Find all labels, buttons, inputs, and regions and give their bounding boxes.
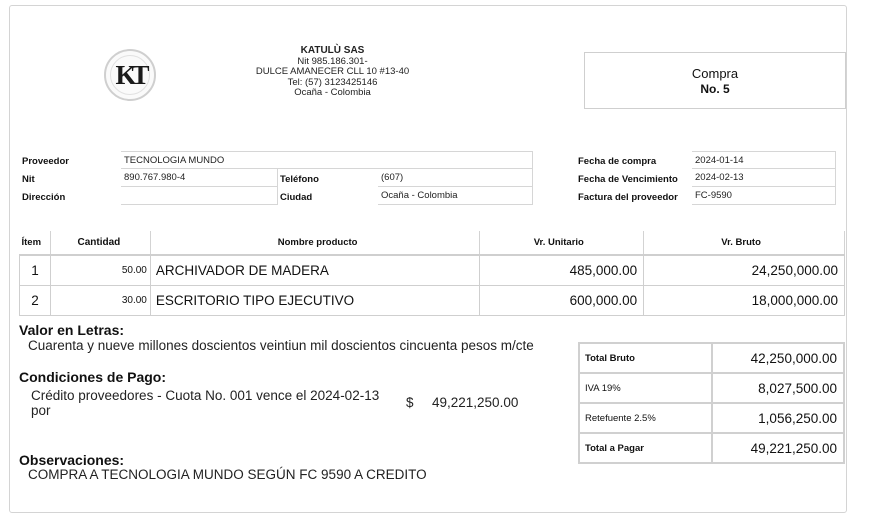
observaciones-text: COMPRA A TECNOLOGIA MUNDO SEGÚN FC 9590 A CREDITO (28, 467, 427, 482)
company-nit: Nit 985.186.301- (297, 55, 368, 67)
document-type: Compra (691, 66, 739, 81)
condiciones-label: Condiciones de Pago: (19, 369, 167, 385)
company-phone: Tel: (57) 3123425146 (287, 76, 378, 88)
row-nombre: ESCRITORIO TIPO EJECUTIVO (150, 285, 480, 315)
observaciones-label: Observaciones: (19, 452, 125, 468)
totals-row (579, 373, 844, 403)
company-logo (104, 49, 156, 101)
total-pagar-value: 49,221,250.00 (712, 433, 844, 463)
telefono-value: (607) (378, 169, 533, 187)
retefuente-label: Retefuente 2.5% (579, 403, 712, 433)
proveedor-value: TECNOLOGIA MUNDO (121, 151, 533, 169)
factura-value: FC-9590 (692, 187, 836, 205)
table-row (20, 255, 845, 285)
header-unitario: Vr. Unitario (480, 231, 644, 255)
retefuente-value: 1,056,250.00 (712, 403, 844, 433)
table-row (20, 285, 845, 315)
factura-label: Factura del proveedor (578, 192, 678, 203)
row-cantidad: 30.00 (50, 285, 150, 315)
fecha-vencimiento-label: Fecha de Vencimiento (578, 174, 678, 185)
totals-row (579, 433, 844, 463)
totals-table (578, 342, 845, 464)
document-number: No. 5 (700, 82, 730, 96)
row-cantidad: 50.00 (50, 255, 150, 285)
logo-monogram: KT (115, 60, 145, 90)
header-nombre: Nombre producto (150, 231, 480, 255)
row-unitario: 485,000.00 (480, 255, 644, 285)
fecha-compra-label: Fecha de compra (578, 156, 657, 167)
fecha-vencimiento-value: 2024-02-13 (692, 169, 836, 187)
row-bruto: 18,000,000.00 (644, 285, 845, 315)
total-pagar-label: Total a Pagar (579, 433, 712, 463)
totals-row (579, 403, 844, 433)
items-table (19, 231, 845, 316)
total-bruto-value: 42,250,000.00 (712, 343, 844, 373)
telefono-label: Teléfono (280, 174, 319, 185)
iva-value: 8,027,500.00 (712, 373, 844, 403)
nit-label: Nit (22, 174, 35, 185)
totals-row (579, 343, 844, 373)
items-header-row (20, 231, 845, 255)
row-unitario: 600,000.00 (480, 285, 644, 315)
valor-letras-label: Valor en Letras: (19, 322, 125, 338)
proveedor-label: Proveedor (22, 156, 69, 167)
valor-letras-text: Cuarenta y nueve millones doscientos veintiun mil doscientos cincuenta pesos m/cte (28, 338, 534, 353)
row-bruto: 24,250,000.00 (644, 255, 845, 285)
company-name: KATULÙ SAS (300, 45, 365, 56)
fecha-compra-value: 2024-01-14 (692, 151, 836, 169)
ciudad-label: Ciudad (280, 192, 313, 203)
header-cantidad: Cantidad (50, 231, 150, 255)
iva-label: IVA 19% (579, 373, 712, 403)
condiciones-text-line1: Crédito proveedores - Cuota No. 001 vence el 2024-02-13 (31, 388, 380, 403)
direccion-value (121, 187, 278, 205)
row-item: 1 (20, 255, 51, 285)
document-type-box (584, 52, 846, 109)
condiciones-currency: $ (406, 395, 414, 410)
nit-value: 890.767.980-4 (121, 169, 278, 187)
condiciones-text-line2: por (31, 403, 51, 418)
header-bruto: Vr. Bruto (644, 231, 845, 255)
company-city: Ocaña - Colombia (294, 87, 371, 98)
company-address: DULCE AMANECER CLL 10 #13-40 (255, 66, 410, 77)
total-bruto-label: Total Bruto (579, 343, 712, 373)
ciudad-value: Ocaña - Colombia (378, 187, 533, 205)
header-item: Ítem (20, 231, 51, 255)
row-item: 2 (20, 285, 51, 315)
direccion-label: Dirección (22, 192, 66, 203)
company-info (230, 46, 435, 99)
row-nombre: ARCHIVADOR DE MADERA (150, 255, 480, 285)
condiciones-amount: 49,221,250.00 (432, 395, 519, 410)
